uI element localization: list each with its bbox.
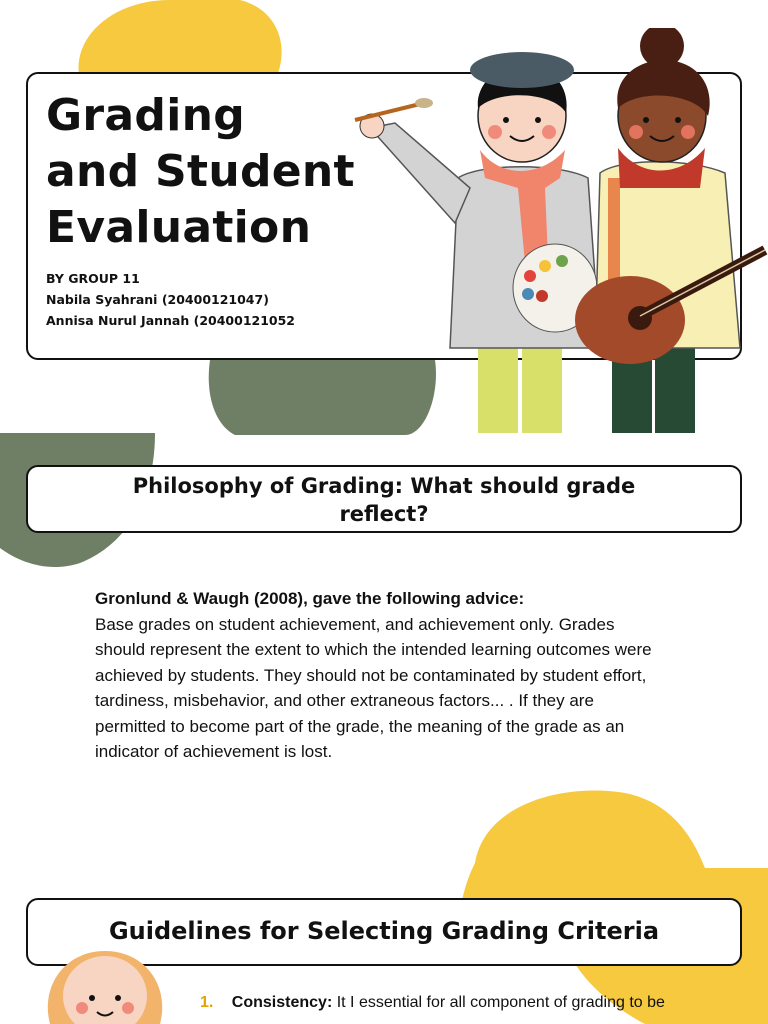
guidelines-title: Guidelines for Selecting Grading Criteria — [108, 917, 660, 945]
main-title: Grading and Student Evaluation — [46, 90, 355, 253]
list-item — [200, 994, 665, 1012]
byline — [46, 268, 295, 331]
yellow-blob-top — [70, 0, 290, 80]
item-term: Consistency: — [231, 994, 333, 1011]
girl-character-illustration — [40, 946, 170, 1024]
item-number: 1. — [200, 994, 214, 1011]
author-1: Nabila Syahrani (20400121047) — [46, 292, 269, 307]
group-label: BY GROUP 11 — [46, 271, 140, 286]
quote-block — [95, 586, 665, 765]
criteria-list — [200, 994, 665, 1012]
item-text: It I essential for all component of grading to be — [336, 994, 665, 1011]
author-2: Annisa Nurul Jannah (20400121052 — [46, 313, 295, 328]
quote-lead: Gronlund & Waugh (2008), gave the following advice: — [95, 589, 525, 608]
philosophy-title: Philosophy of Grading: What should grade reflect? — [132, 474, 636, 526]
quote-body: Base grades on student achievement, and achievement only. Grades should represent the extent to which the intended learning outcomes were achieved by students. They should not be contaminated by student effort, tardiness, misbehavior, and other extraneous factors... . If they are permitted to become part of the grade, the meaning of the grade as an indicator of achievement is lost. — [95, 614, 652, 761]
painter-and-guitarist-illustration — [350, 28, 768, 433]
